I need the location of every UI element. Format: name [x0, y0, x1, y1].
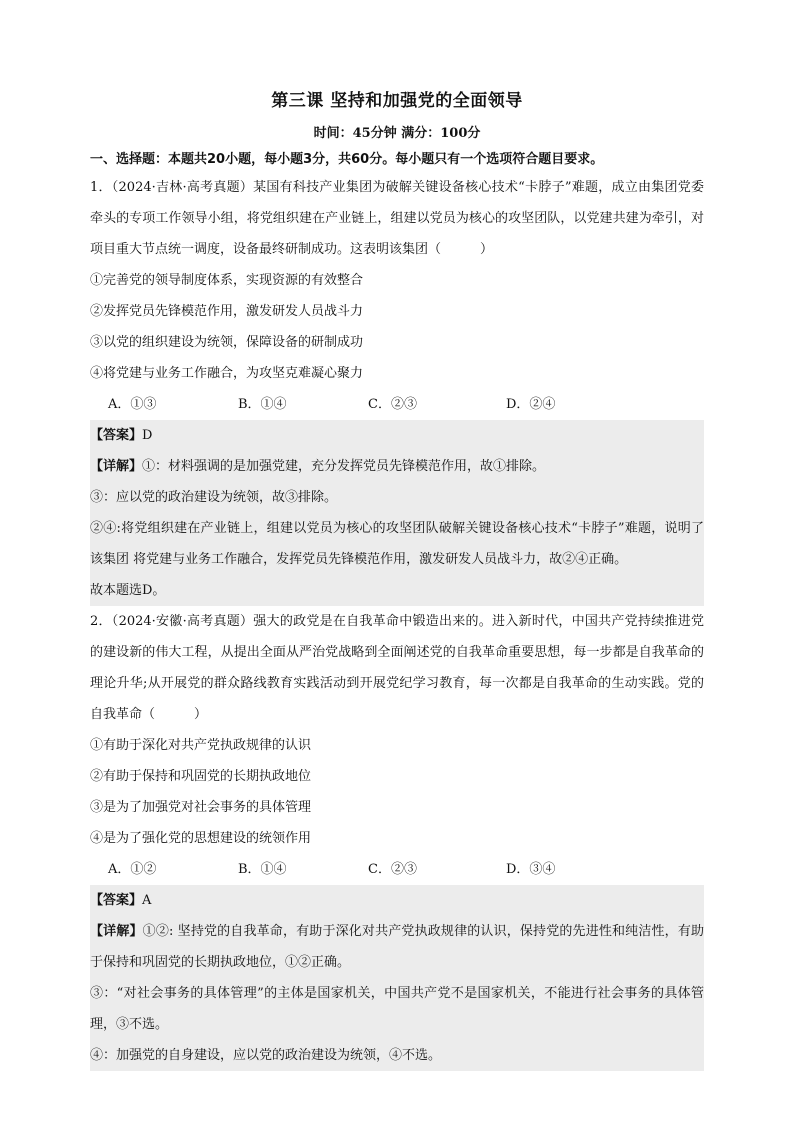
explanation-text: ①：材料强调的是加强党建，充分发挥党员先锋模范作用，故①排除。	[142, 459, 546, 474]
option-item: ③以党的组织建设为统领，保障设备的研制成功	[90, 335, 364, 350]
choice-a: A．①③	[108, 397, 157, 412]
choice-b: B．①④	[238, 397, 287, 412]
explanation-para: ②④:将党组织建在产业链上，组建以党员为核心的攻坚团队破解关键设备核心技术“卡脖子”难题，说明了该集团 将党建与业务工作融合，发挥党员先锋模范作用，激发研发人员战斗力，故②④正确。	[90, 521, 704, 567]
question-stem: 1．（2024·吉林·高考真题）某国有科技产业集团为破解关键设备核心技术“卡脖子”难题，成立由集团党委牵头的专项工作领导小组，将党组织建在产业链上，组建以党员为核心的攻坚团队，以党建共建为牵引，对项目重大节点统一调度，设备最终研制成功。这表明该集团（ ）	[90, 180, 704, 257]
question-stem: 2．（2024·安徽·高考真题）强大的政党是在自我革命中锻造出来的。进入新时代，中国共产党持续推进党的建设新的伟大工程，从提出全面从严治党战略到全面阐述党的自我革命重要思想，每一步都是自我革命的理论升华;从开展党的群众路线教育实践活动到开展党纪学习教育，每一次都是自我革命的生动实践。党的自我革命（ ）	[90, 614, 704, 722]
explanation-label: 【详解】	[90, 459, 143, 474]
choice-row	[90, 854, 704, 885]
answer-value: D	[142, 428, 153, 443]
option-item: ②发挥党员先锋模范作用，激发研发人员战斗力	[90, 304, 364, 319]
choice-d: D．②④	[506, 397, 556, 412]
option-item: ①有助于深化对共产党执政规律的认识	[90, 738, 312, 753]
page-title: 第三课 坚持和加强党的全面领导	[271, 91, 523, 111]
question-2	[90, 606, 704, 1071]
option-item: ②有助于保持和巩固党的长期执政地位	[90, 769, 312, 784]
answer-label: 【答案】	[90, 893, 143, 908]
choice-d: D．③④	[506, 862, 556, 877]
explanation-line: ③：应以党的政治建设为统领，故③排除。	[90, 490, 338, 505]
explanation-line: ④：加强党的自身建设，应以党的政治建设为统领，④不选。	[90, 1048, 442, 1063]
explanation-label: 【详解】	[90, 924, 143, 939]
explanation-line: 故本题选D。	[90, 583, 166, 598]
explanation-para	[90, 916, 704, 978]
choice-b: B．①④	[238, 862, 287, 877]
explanation-para: ③：“对社会事务的具体管理”的主体是国家机关，中国共产党不是国家机关，不能进行社会事务的具体管理，③不选。	[90, 986, 704, 1032]
option-item: ①完善党的领导制度体系，实现资源的有效整合	[90, 273, 364, 288]
question-1	[90, 172, 704, 606]
answer-block	[90, 420, 704, 606]
choice-c: C．②③	[368, 397, 417, 412]
explanation-line	[90, 451, 704, 482]
answer-line	[90, 885, 704, 916]
section-heading: 一、选择题：本题共20小题，每小题3分，共60分。每小题只有一个选项符合题目要求。	[90, 152, 604, 167]
option-item: ④将党建与业务工作融合，为攻坚克难凝心聚力	[90, 366, 364, 381]
choice-a: A．①②	[108, 862, 157, 877]
choice-row	[90, 389, 704, 420]
answer-block	[90, 885, 704, 1071]
option-item: ③是为了加强党对社会事务的具体管理	[90, 800, 312, 815]
answer-line	[90, 420, 704, 451]
answer-value: A	[142, 893, 152, 908]
option-item: ④是为了强化党的思想建设的统领作用	[90, 831, 312, 846]
explanation-text: ①②: 坚持党的自我革命，有助于深化对共产党执政规律的认识，保持党的先进性和纯洁性，有助于保持和巩固党的长期执政地位，①②正确。	[90, 924, 704, 970]
answer-label: 【答案】	[90, 428, 143, 443]
choice-c: C．②③	[368, 862, 417, 877]
exam-meta: 时间：45分钟 满分：100分	[313, 126, 481, 141]
question-list	[90, 172, 704, 1071]
